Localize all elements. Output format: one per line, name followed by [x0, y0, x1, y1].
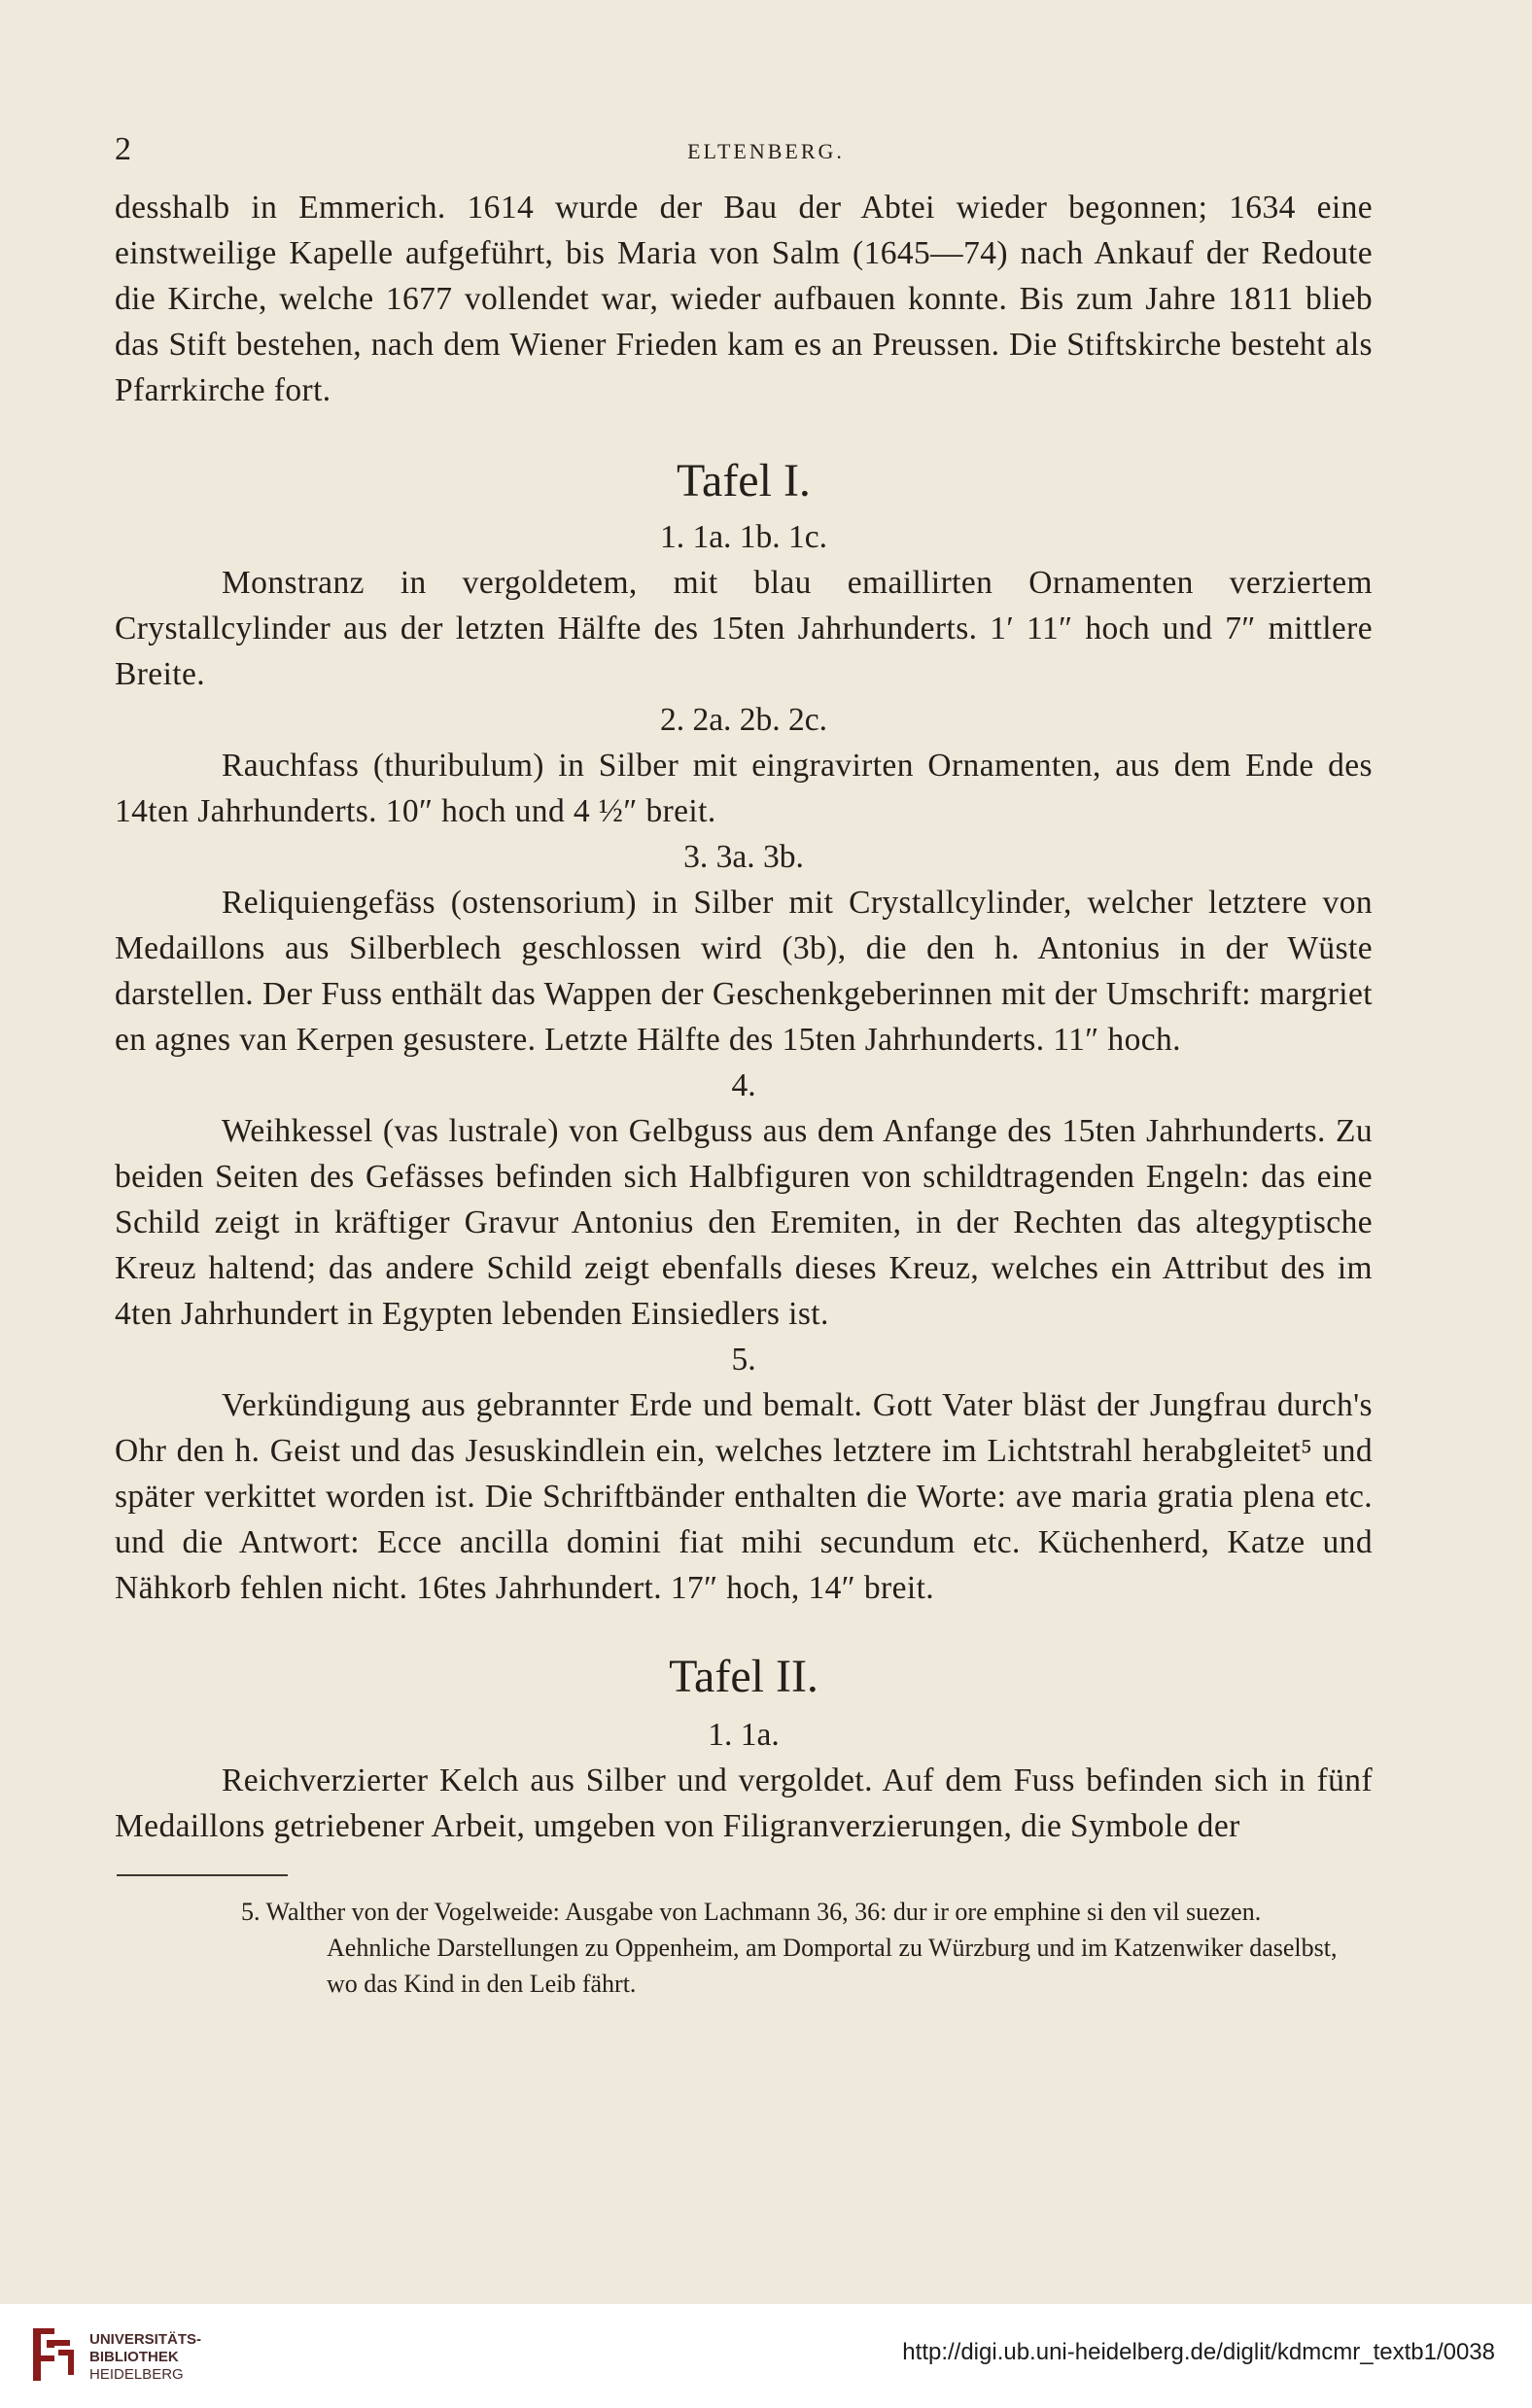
footnote-divider — [117, 1874, 288, 1876]
library-logo-text — [89, 2331, 201, 2384]
running-title: ELTENBERG. — [687, 139, 845, 163]
library-footer-bar — [0, 2304, 1532, 2408]
section-3-heading: 3. 3a. 3b. — [683, 839, 804, 875]
tafel-2-section-1-text: Reichverzierter Kelch aus Silber und vergoldet. Auf dem Fuss befinden sich in fünf Medaillons getriebener Arbeit, umgeben von Filigranverzierungen, die Symbole der — [115, 1762, 1373, 1844]
logo-line-2: BIBLIOTHEK — [89, 2349, 179, 2365]
page-body — [115, 185, 1373, 2002]
logo-line-3: HEIDELBERG — [89, 2366, 184, 2383]
section-2-heading: 2. 2a. 2b. 2c. — [659, 702, 828, 738]
section-5-text: Verkündigung aus gebrannter Erde und bemalt. Gott Vater bläst der Jungfrau durch's Ohr den h. Geist und das Jesuskindlein ein, welches letztere im Lichtstrahl herabgleitet⁵ und später verkittet worden ist. Die Schriftbänder enthalten die Worte: ave maria gratia plena etc. und die Antwort: Ecce ancilla domini fiat mihi secundum etc. Küchenherd, Katze und Nähkorb fehlen nicht. 16tes Jahrhundert. 17″ hoch, 14″ breit. — [115, 1387, 1373, 1606]
page-number: 2 — [115, 131, 131, 167]
section-5-heading: 5. — [731, 1342, 756, 1378]
tafel-1-heading: Tafel I. — [677, 455, 811, 506]
intro-paragraph: desshalb in Emmerich. 1614 wurde der Bau der Abtei wieder begonnen; 1634 eine einstweilige Kapelle aufgeführt, bis Maria von Salm (1645—74) nach Ankauf der Redoute die Kirche, welche 1677 vollendet war, wieder aufbauen konnte. Bis zum Jahre 1811 blieb das Stift bestehen, nach dem Wiener Frieden kam es an Preussen. Die Stiftskirche besteht als Pfarrkirche fort. — [115, 190, 1373, 408]
tafel-2-heading: Tafel II. — [669, 1651, 818, 1702]
section-4-heading: 4. — [731, 1067, 756, 1103]
running-header — [115, 131, 1417, 170]
logo-line-1: UNIVERSITÄTS- — [89, 2331, 202, 2348]
footnote — [115, 1894, 1373, 2002]
footnote-line-1: 5. Walther von der Vogelweide: Ausgabe von Lachmann 36, 36: dur ir ore emphine si den vil suezen. — [241, 1898, 1262, 1926]
section-1-heading: 1. 1a. 1b. 1c. — [659, 519, 828, 555]
section-4-text: Weihkessel (vas lustrale) von Gelbguss aus dem Anfange des 15ten Jahrhunderts. Zu beiden Seiten des Gefässes befinden sich Halbfiguren von schildtragenden Engeln: das eine Schild zeigt in kräftiger Gravur Antonius den Eremiten, in der Rechten das altegyptische Kreuz haltend; das andere Schild zeigt ebenfalls dieses Kreuz, welches ein Attribut des im 4ten Jahrhundert in Egypten lebenden Einsiedlers ist. — [115, 1113, 1373, 1332]
library-logo-icon — [25, 2321, 82, 2389]
section-3-text: Reliquiengefäss (ostensorium) in Silber mit Crystallcylinder, welcher letztere von Medaillons aus Silberblech geschlossen wird (3b), die den h. Antonius in der Wüste darstellen. Der Fuss enthält das Wappen der Geschenkgeberinnen mit der Umschrift: margriet en agnes van Kerpen gesustere. Letzte Hälfte des 15ten Jahrhunderts. 11″ hoch. — [115, 885, 1373, 1058]
footnote-line-2: Aehnliche Darstellungen zu Oppenheim, am Domportal zu Würzburg und im Katzenwiker daselbst, — [327, 1934, 1338, 1962]
permalink-url[interactable]: http://digi.ub.uni-heidelberg.de/diglit/kdmcmr_textb1/0038 — [902, 2339, 1495, 2365]
footnote-line-3: wo das Kind in den Leib fährt. — [327, 1970, 637, 1998]
section-1-text: Monstranz in vergoldetem, mit blau emaillirten Ornamenten verziertem Crystallcylinder aus der letzten Hälfte des 15ten Jahrhunderts. 1′ 11″ hoch und 7″ mittlere Breite. — [115, 565, 1373, 692]
tafel-2-section-1-heading: 1. 1a. — [708, 1717, 780, 1753]
section-2-text: Rauchfass (thuribulum) in Silber mit eingravirten Ornamenten, aus dem Ende des 14ten Jahrhunderts. 10″ hoch und 4 ½″ breit. — [115, 748, 1373, 829]
